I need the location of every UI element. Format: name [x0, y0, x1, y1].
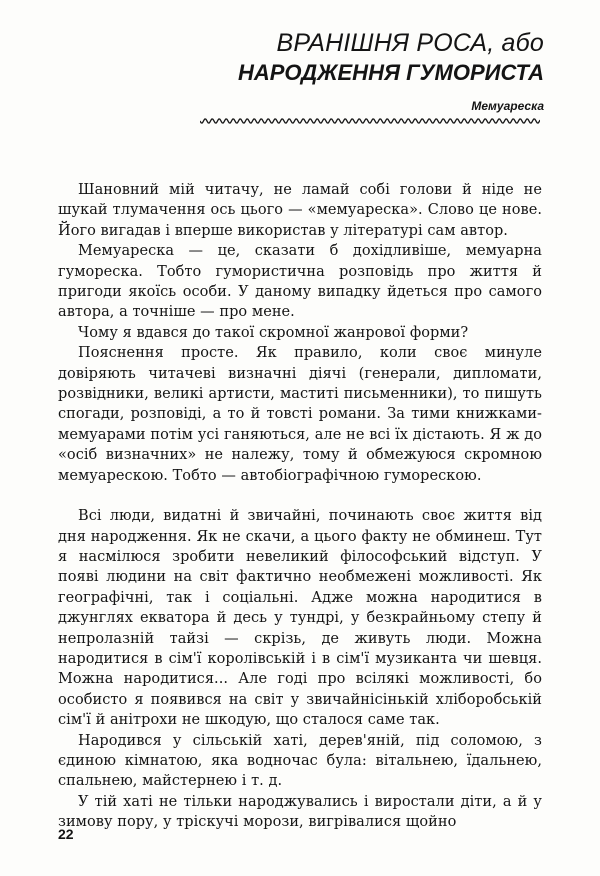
paragraph: Шановний мій читачу, не ламай собі голови й ніде не шукай тлумачення ось цього — «мемуареска». Слово це нове. Його вигадав і вперше використав у літературі сам автор.: [58, 182, 542, 239]
body-text: [58, 180, 542, 833]
page-number: 22: [58, 826, 74, 842]
paragraph: Всі люди, видатні й звичайні, починають своє життя від дня народження. Як не скачи, а цього факту не обминеш. Тут я насмілюся зробити невеликий філософський відступ. У появі людини на світ фактично необмежені можливості. Як географічні, так і соціальні. Адже можна народитися в джунглях екватора й десь у тундрі, у безкрайньому степу й непролазній тайзі — скрізь, де живуть люди. Можна народитися в сім'ї королівській і в сім'ї музиканта чи шевця. Можна народитися... Але годі про всілякі можливості, бо особисто я появився на світ у звичайнісінькій хліборобській сім'ї й анітрохи не шкодую, що сталося саме так.: [58, 508, 542, 729]
paragraph: Чому я вдався до такої скромної жанрової форми?: [78, 324, 469, 341]
chapter-subtitle: Мемуареска: [471, 99, 544, 113]
paragraph: Народився у сільській хаті, дерев'яній, під соломою, з єдиною кімнатою, яка водночас була: вітальнею, їдальнею, спальнею, майстернею і т. д.: [58, 732, 542, 790]
chapter-heading: [184, 28, 544, 114]
wavy-divider-line: [200, 119, 540, 123]
wavy-divider: [200, 116, 540, 126]
paragraph: Мемуареска — це, сказати б дохідливіше, мемуарна гумореска. Тобто гумористична розповідь про життя й пригоди якоїсь особи. У даному випадку йдеться про самого автора, а точніше — про мене.: [58, 243, 542, 321]
chapter-title-line1: ВРАНІШНЯ РОСА, або: [276, 29, 544, 57]
paragraph: У тій хаті не тільки народжувались і виростали діти, а й у зимову пору, у тріскучі морози, вигрівалися щойно: [58, 793, 542, 831]
chapter-title-line2: НАРОДЖЕННЯ ГУМОРИСТА: [237, 60, 544, 85]
paragraph: Пояснення просте. Як правило, коли своє минуле довіряють читачеві визначні діячі (генерали, дипломати, розвідники, великі артисти, маститі письменники), то пишуть спогади, розповіді, а то й товсті романи. За тими книжками-мемуарами потім усі ганяються, але не всі їх дістають. Я ж до «осіб визначних» не належу, тому й обмежуюся скромною мемуарескою. Тобто — автобіографічною гуморескою.: [58, 345, 542, 484]
